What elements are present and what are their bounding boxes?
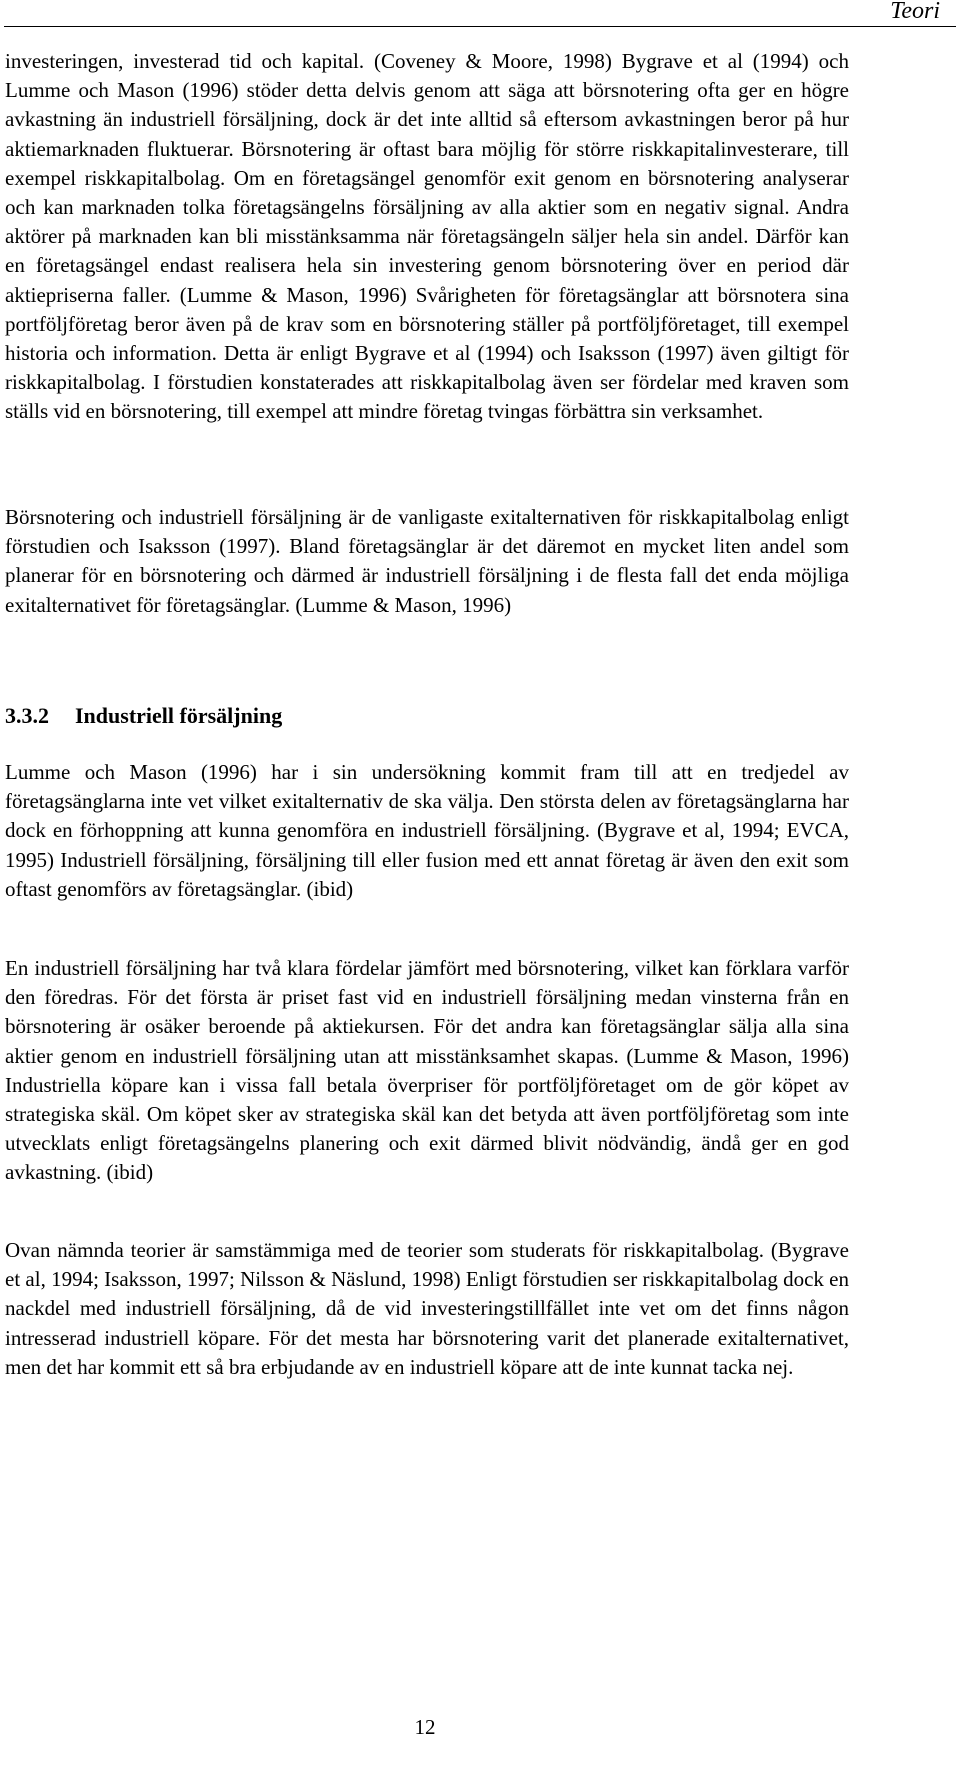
section-heading bbox=[5, 702, 282, 730]
section-title: Industriell försäljning bbox=[75, 703, 283, 728]
header-title: Teori bbox=[890, 0, 940, 24]
paragraph-3: Lumme och Mason (1996) har i sin undersökning kommit fram till att en tredjedel av företagsänglarna inte vet vilket exitalternativ de ska välja. Den största delen av företagsänglarna har dock en förhoppning att kunna genomföra en industriell försäljning. (Bygrave et al, 1994; EVCA, 1995) Industriell försäljning, försäljning till eller fusion med ett annat företag är även den exit som oftast genomförs av företagsänglar. (ibid) bbox=[5, 760, 849, 901]
header-rule bbox=[4, 26, 956, 27]
page-number: 12 bbox=[414, 1715, 436, 1739]
paragraph-2: Börsnotering och industriell försäljning är de vanligaste exitalternativen för riskkapitalbolag enligt förstudien och Isaksson (1997). Bland företagsänglar är det däremot en mycket liten andel som planerar för en börsnotering och därmed är industriell försäljning i de flesta fall det enda möjliga exitalternativet för företagsänglar. (Lumme & Mason, 1996) bbox=[5, 505, 849, 617]
section-number: 3.3.2 bbox=[5, 703, 49, 728]
paragraph-5: Ovan nämnda teorier är samstämmiga med de teorier som studerats för riskkapitalbolag. (Bygrave et al, 1994; Isaksson, 1997; Nilsson & Näslund, 1998) Enligt förstudien ser riskkapitalbolag dock en nackdel med industriell försäljning, då de vid investeringstillfället inte vet om det finns någon intresserad industriell köpare. För det mesta har börsnotering varit det planerade exitalternativet, men det har kommit ett så bra erbjudande av en industriell köpare att de inte kunnat tacka nej. bbox=[5, 1238, 849, 1379]
running-header bbox=[0, 0, 960, 32]
paragraph-4: En industriell försäljning har två klara fördelar jämfört med börsnotering, vilket kan förklara varför den föredras. För det första är priset fast vid en industriell försäljning medan vinsterna från en börsnotering är osäker beroende på aktiekursen. För det andra kan företagsänglar sälja alla sina aktier genom en industriell försäljning utan att misstänksamhet skapas. (Lumme & Mason, 1996) Industriella köpare kan i vissa fall betala överpriser för portföljföretaget om de gör köpet av strategiska skäl. Om köpet sker av strategiska skäl kan det betyda att även portföljföretag som inte utvecklats enligt företagsängelns planering och exit därmed blivit nödvändig, ändå ger en god avkastning. (ibid) bbox=[5, 956, 849, 1185]
paragraph-1: investeringen, investerad tid och kapital. (Coveney & Moore, 1998) Bygrave et al (1994) och Lumme och Mason (1996) stöder detta delvis genom att säga att börsnotering ofta ger en högre avkastning än industriell försäljning, dock är det inte alltid så eftersom avkastningen beror på hur aktiemarknaden fluktuerar. Börsnotering är oftast bara möjlig för större riskkapitalinvesterare, till exempel riskkapitalbolag. Om en företagsängel genomför exit genom en börsnotering analyserar och kan marknaden tolka företagsängelns försäljning av alla aktier som en negativ signal. Andra aktörer på marknaden kan bli misstänksamma när företagsängeln säljer hela sin andel. Därför kan en företagsängel endast realisera hela sin investering genom börsnotering över en period där aktiepriserna faller. (Lumme & Mason, 1996) Svårigheten för företagsänglar att börsnotera sina portföljföretag beror även på de krav som en börsnotering ställer på portföljföretaget, till exempel historia och information. Detta är enligt Bygrave et al (1994) och Isaksson (1997) även giltigt för riskkapitalbolag. I förstudien konstaterades att riskkapitalbolag även ser fördelar med kraven som ställs vid en börsnotering, till exempel att mindre företag tvingas förbättra sin verksamhet. bbox=[5, 49, 849, 424]
